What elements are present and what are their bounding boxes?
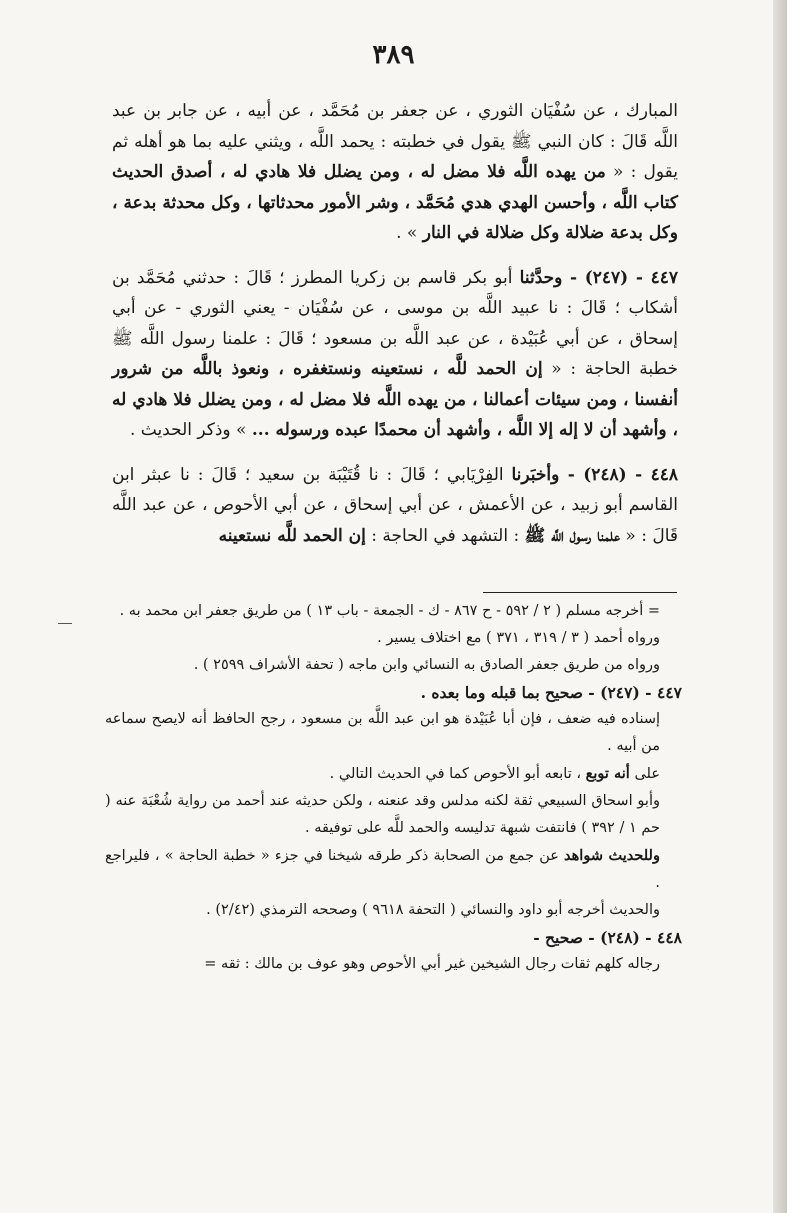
- text-segment: عن جمع من الصحابة ذكر طرقه شيخنا في جزء « خطبة الحاجة » ، فليراجع .: [105, 848, 660, 891]
- text-segment: ورواه أحمد ( ٣ / ٣١٩ ، ٣٧١ ) مع اختلاف يسير .: [377, 630, 660, 646]
- text-segment: المبارك ، عن سُفْيَان الثوري ، عن جعفر بن مُحَمَّد ، عن أبيه ، عن جابر بن عبد اللَّه قَالَ : كان النبي ﷺ يقول في خطبته : يحمد اللَّه ، ويثني عليه بما هو أهله ثم يقول : «: [112, 101, 678, 182]
- bold-text-segment: ٤٤٧ - (٢٤٧) - صحيح بما قبله وما بعده .: [420, 683, 682, 702]
- text-segment: على: [629, 766, 660, 782]
- bold-text-segment: إن الحمد للَّه نستعينه: [218, 525, 366, 546]
- footnote-f1: [105, 598, 682, 625]
- scan-edge-shadow: [773, 0, 787, 1213]
- bold-text-segment: إن الحمد للَّه ، نستعينه ونستغفره ، ونعوذ باللَّه من شرور أنفسنا ، ومن سيئات أعمالنا ، من يهده اللَّه فلا مضل له ، ومن يضلل فلا هادي له ، وأشهد أن لا إله إلا اللَّه ، وأشهد أن محمدًا عبده ورسوله ...: [112, 359, 678, 440]
- main-text-body: [112, 96, 678, 565]
- text-segment: أبو بكر قاسم بن زكريا المطرز ؛ قَالَ : حدثني مُحَمَّد بن أشكاب ؛ قَالَ : نا عبيد اللَّه بن موسى ، عن سُفْيَان - يعني الثوري - عن أبي إسحاق ، عن أبي عُبَيْدة ، عن عبد اللَّه بن مسعود ؛ قَالَ : علمنا رسول اللَّه ﷺ خطبة الحاجة : «: [112, 267, 679, 379]
- footnote-f9: [105, 897, 682, 924]
- bold-text-segment: ٤٤٨ - (٢٤٨) - وأخبَرنا: [511, 464, 678, 485]
- footnote-f3: [105, 652, 682, 679]
- bold-text-segment: ٤٤٨ - (٢٤٨) - صحيح -: [533, 928, 682, 947]
- text-segment: رجاله كلهم ثقات رجال الشيخين غير أبي الأحوص وهو عوف بن مالك : ثقه =: [204, 956, 660, 972]
- paragraph-p2: [112, 263, 678, 446]
- bold-text-segment: علمنا رسول اللَّه ﷺ: [524, 525, 620, 546]
- footnote-f8: [105, 842, 682, 897]
- footnote-f2: [105, 625, 682, 652]
- text-segment: ، تابعه أبو الأحوص كما في الحديث التالي .: [329, 766, 586, 782]
- margin-mark: [58, 623, 72, 624]
- text-segment: ورواه من طريق جعفر الصادق به النسائي وابن ماجه ( تحفة الأشراف ٢٥٩٩ ) .: [193, 657, 660, 673]
- footnote-f4: [105, 679, 682, 706]
- bold-text-segment: من يهده اللَّه فلا مضل له ، ومن يضلل فلا هادي له ، أصدق الحديث كتاب اللَّه ، وأحسن الهدي هدي مُحَمَّد ، وشر الأمور محدثاتها ، وكل محدثة بدعة ، وكل بدعة ضلالة وكل ضلالة في النار: [112, 162, 678, 243]
- text-segment: والحديث أخرجه أبو داود والنسائي ( التحفة ٩٦١٨ ) وصححه الترمذي (٢/٤٢) .: [206, 902, 660, 918]
- text-segment: إسناده فيه ضعف ، فإن أبا عُبَيْدة هو ابن عبد اللَّه بن مسعود ، رجح الحافظ أنه لايصح سماعه من أبيه .: [105, 711, 660, 754]
- text-segment: : التشهد في الحاجة :: [365, 525, 525, 546]
- text-segment: وأبو اسحاق السبيعي ثقة لكنه مدلس وقد عنعنه ، ولكن حديثه عند أحمد من رواية شُعْبَة عنه ( حم ١ / ٣٩٢ ) فانتفت شبهة تدليسه والحمد للَّه على توفيقه .: [105, 793, 660, 836]
- text-segment: الفِرْيَابي ؛ قَالَ : نا قُتَيْبَة بن سعيد ؛ قَالَ : نا عبثر ابن القاسم أبو زبيد ، عن الأعمش ، عن أبي إسحاق ، عن أبي الأحوص ، عن عبد اللَّه قَالَ : «: [112, 464, 678, 546]
- text-segment: » وذكر الحديث .: [129, 420, 252, 440]
- text-segment: = أخرجه مسلم ( ٢ / ٥٩٢ - ح ٨٦٧ - ك - الجمعة - باب ١٣ ) من طريق جعفر ابن محمد به .: [119, 603, 660, 619]
- footnote-f10: [105, 924, 682, 951]
- text-segment: » .: [396, 223, 423, 243]
- paragraph-p3: [112, 460, 678, 552]
- paragraph-p1: [112, 96, 678, 249]
- bold-text-segment: ٤٤٧ - (٢٤٧) - وحدَّثنا: [519, 267, 679, 288]
- bold-text-segment: وللحديث شواهد: [564, 847, 660, 864]
- footnotes-section: [105, 598, 682, 978]
- page-number: ٣٨٩: [372, 40, 415, 70]
- footnote-f11: [105, 951, 682, 978]
- footnote-separator: [483, 592, 677, 593]
- footnote-f7: [105, 788, 682, 842]
- footnote-f6: [105, 760, 682, 788]
- bold-text-segment: أنه توبع: [585, 765, 630, 782]
- footnote-f5: [105, 706, 682, 760]
